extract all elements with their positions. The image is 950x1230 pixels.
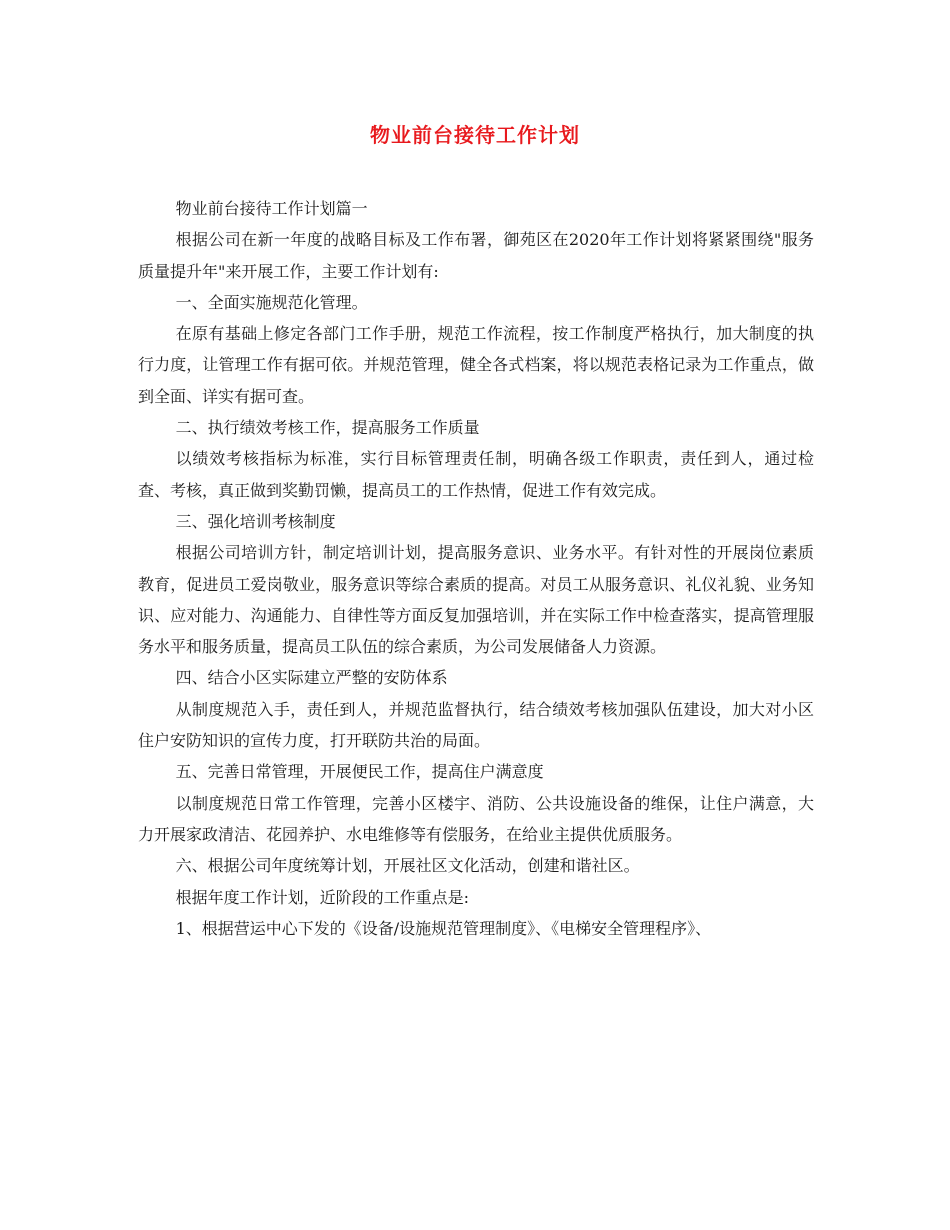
paragraph-body-5: 以制度规范日常工作管理，完善小区楼宇、消防、公共设施设备的维保，让住户满意，大力开展家政清洁、花园养护、水电维修等有偿服务，在给业主提供优质服务。	[138, 793, 814, 844]
document-title: 物业前台接待工作计划	[370, 123, 580, 147]
paragraph-heading-5: 五、完善日常管理，开展便民工作，提高住户满意度	[175, 762, 544, 782]
paragraph-section-heading: 物业前台接待工作计划篇一	[175, 199, 368, 218]
paragraph-intro: 根据公司在新一年度的战略目标及工作布署，御苑区在2020年工作计划将紧紧围绕"服务质量提升年"来开展工作，主要工作计划有:	[138, 230, 814, 281]
paragraph-heading-1: 一、全面实施规范化管理。	[175, 292, 368, 312]
paragraph-heading-2: 二、执行绩效考核工作，提高服务工作质量	[175, 418, 480, 438]
document-body	[138, 193, 814, 944]
paragraph-body-2: 以绩效考核指标为标准，实行目标管理责任制，明确各级工作职责，责任到人，通过检查、考核，真正做到奖勤罚懒，提高员工的工作热情，促进工作有效完成。	[138, 449, 814, 500]
paragraph-heading-6: 六、根据公司年度统筹计划，开展社区文化活动，创建和谐社区。	[175, 856, 640, 876]
paragraph-heading-4: 四、结合小区实际建立严整的安防体系	[175, 668, 448, 688]
paragraph-body-4: 从制度规范入手，责任到人，并规范监督执行，结合绩效考核加强队伍建设，加大对小区住户安防知识的宣传力度，打开联防共治的局面。	[138, 699, 814, 751]
paragraph-body-1: 在原有基础上修定各部门工作手册，规范工作流程，按工作制度严格执行，加大制度的执行力度，让管理工作有据可依。并规范管理，健全各式档案，将以规范表格记录为工作重点，做到全面、详实有据可查。	[138, 324, 814, 406]
paragraph-focus-intro: 根据年度工作计划，近阶段的工作重点是:	[175, 887, 469, 907]
paragraph-body-3: 根据公司培训方针，制定培训计划，提高服务意识、业务水平。有针对性的开展岗位素质教育，促进员工爱岗敬业，服务意识等综合素质的提高。对员工从服务意识、礼仪礼貌、业务知识、应对能力、沟通能力、自律性等方面反复加强培训，并在实际工作中检查落实，提高管理服务水平和服务质量，提高员工队伍的综合素质，为公司发展储备人力资源。	[138, 543, 814, 657]
paragraph-focus-item-1: 1、根据营运中心下发的《设备/设施规范管理制度》、《电梯安全管理程序》、	[175, 918, 712, 938]
paragraph-heading-3: 三、强化培训考核制度	[175, 511, 336, 531]
